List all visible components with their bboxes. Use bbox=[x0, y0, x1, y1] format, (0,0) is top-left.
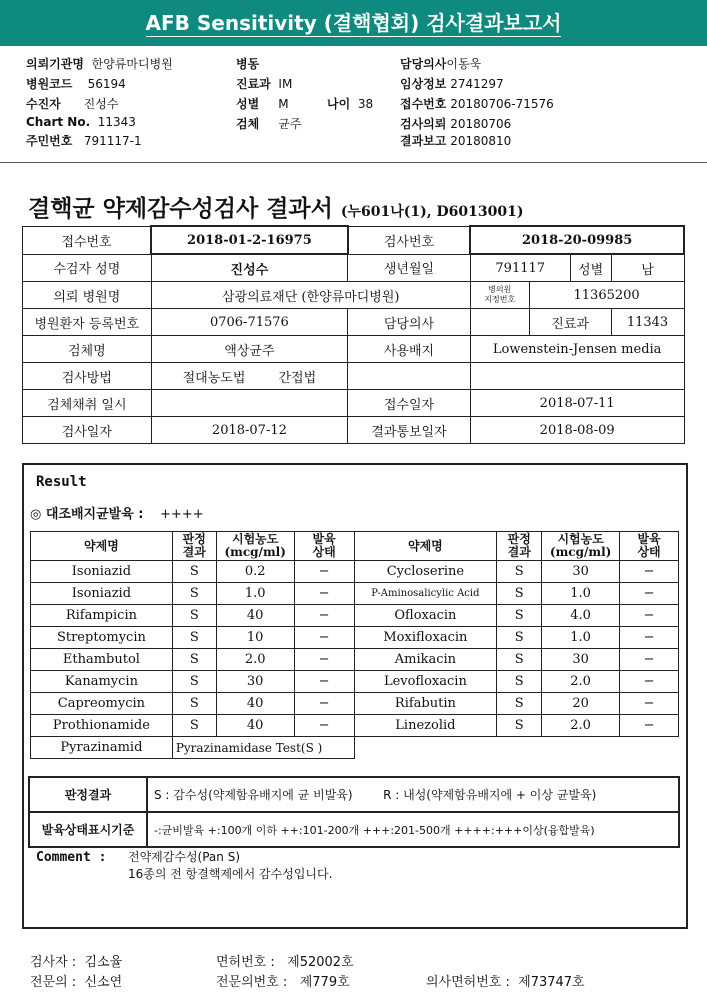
table-cell: − bbox=[620, 649, 679, 671]
table-row bbox=[31, 627, 679, 649]
table-cell: Prothionamide bbox=[31, 715, 173, 737]
control-culture: ◎ 대조배지균발육 : ++++ bbox=[30, 507, 204, 522]
judge-legend: S : 감수성(약제함유배지에 균 비발육) R : 내성(약제함유배지에 + 이상 균발육) bbox=[147, 777, 679, 812]
request-field: 검사의뢰 20180706 bbox=[400, 117, 512, 131]
table-cell: P-Aminosalicylic Acid bbox=[354, 583, 497, 605]
table-cell: 40 bbox=[216, 693, 294, 715]
result-sheet-title: 결핵균 약제감수성검사 결과서 (누601나(1), D6013001) bbox=[28, 195, 524, 222]
notify-label: 결과통보일자 bbox=[348, 417, 471, 444]
client-field: 의뢰기관명 한양류마디병원 bbox=[26, 57, 173, 71]
table-cell: − bbox=[294, 671, 354, 693]
table-cell: S bbox=[497, 561, 542, 583]
table-cell: Ethambutol bbox=[31, 649, 173, 671]
table-row bbox=[31, 715, 679, 737]
table-cell: S bbox=[172, 693, 216, 715]
receipt-field: 접수번호 20180706-71576 bbox=[400, 97, 554, 111]
table-cell: 1.0 bbox=[542, 583, 620, 605]
header-drug: 약제명 bbox=[31, 532, 173, 561]
patient-info-table bbox=[22, 225, 685, 444]
received-label: 접수일자 bbox=[348, 390, 471, 417]
table-cell: S bbox=[172, 561, 216, 583]
table-cell: 30 bbox=[542, 561, 620, 583]
table-cell: − bbox=[620, 693, 679, 715]
table-cell: 10 bbox=[216, 627, 294, 649]
specimen-label: 검체명 bbox=[23, 336, 152, 363]
patient-name: 진성수 bbox=[151, 254, 348, 282]
report-title-bar bbox=[0, 0, 707, 46]
judge-legend-label: 판정결과 bbox=[29, 777, 147, 812]
specialist: 전문의 : 신소연 bbox=[30, 975, 123, 990]
test-date: 2018-07-12 bbox=[151, 417, 348, 444]
dob: 791117 bbox=[470, 254, 570, 282]
table-cell: Isoniazid bbox=[31, 583, 173, 605]
doctor-label: 담당의사 bbox=[348, 309, 471, 336]
method-empty-2 bbox=[470, 363, 684, 390]
header-conc-right: 시험농도 (mcg/ml) bbox=[542, 532, 620, 561]
hospital-code-field: 병원코드 56194 bbox=[26, 77, 126, 91]
table-cell: S bbox=[172, 715, 216, 737]
growth-legend: -:균비발육 +:100개 이하 ++:101-200개 +++:201-500개 ++++:+++이상(융합발육) bbox=[147, 812, 679, 847]
table-cell: − bbox=[620, 605, 679, 627]
table-cell: Rifampicin bbox=[31, 605, 173, 627]
table-cell: − bbox=[620, 627, 679, 649]
comment-label: Comment : bbox=[36, 850, 107, 865]
drug-table bbox=[30, 531, 679, 759]
age-field: 나이 38 bbox=[327, 97, 374, 111]
test-date-label: 검사일자 bbox=[23, 417, 152, 444]
dept-label: 진료과 bbox=[529, 309, 611, 336]
notify: 2018-08-09 bbox=[470, 417, 684, 444]
header-judge: 판정 결과 bbox=[172, 532, 216, 561]
clinical-field: 임상정보 2741297 bbox=[400, 77, 504, 91]
receipt-no-label: 접수번호 bbox=[23, 226, 152, 254]
reg-no-label: 병원환자 등록번호 bbox=[23, 309, 152, 336]
test-no: 2018-20-09985 bbox=[470, 226, 684, 254]
sex-label: 성별 bbox=[570, 254, 611, 282]
table-cell: 40 bbox=[216, 715, 294, 737]
table-cell: − bbox=[294, 583, 354, 605]
method-label: 검사방법 bbox=[23, 363, 152, 390]
table-cell: Rifabutin bbox=[354, 693, 497, 715]
table-cell: S bbox=[497, 715, 542, 737]
table-cell: Pyrazinamid bbox=[31, 737, 173, 759]
table-cell: S bbox=[497, 693, 542, 715]
medium-label: 사용배지 bbox=[348, 336, 471, 363]
table-cell: − bbox=[294, 693, 354, 715]
doctor-license: 의사면허번호 : 제73747호 bbox=[426, 975, 585, 990]
table-cell: 30 bbox=[542, 649, 620, 671]
table-cell: − bbox=[294, 715, 354, 737]
table-cell: − bbox=[294, 605, 354, 627]
table-cell: S bbox=[172, 671, 216, 693]
table-row bbox=[31, 605, 679, 627]
table-row bbox=[31, 693, 679, 715]
hospital: 삼광의료재단 (한양류마디병원) bbox=[151, 282, 470, 309]
collect-label: 검체채취 일시 bbox=[23, 390, 152, 417]
result-label: Result bbox=[36, 474, 87, 490]
receipt-no: 2018-01-2-16975 bbox=[151, 226, 348, 254]
table-cell: Streptomycin bbox=[31, 627, 173, 649]
header-conc: 시험농도 (mcg/ml) bbox=[216, 532, 294, 561]
table-cell: 1.0 bbox=[542, 627, 620, 649]
doctor bbox=[470, 309, 529, 336]
report-code: (누601나(1), D6013001) bbox=[340, 204, 524, 220]
table-cell: 1.0 bbox=[216, 583, 294, 605]
table-cell: − bbox=[620, 583, 679, 605]
table-cell: − bbox=[620, 671, 679, 693]
table-cell: Capreomycin bbox=[31, 693, 173, 715]
header-divider bbox=[0, 162, 707, 163]
patient-field: 수진자 진성수 bbox=[26, 97, 119, 111]
table-cell: − bbox=[620, 715, 679, 737]
table-row bbox=[31, 671, 679, 693]
table-cell: S bbox=[172, 583, 216, 605]
table-row bbox=[31, 561, 679, 583]
drug-table-header bbox=[31, 532, 679, 561]
table-cell: 2.0 bbox=[542, 671, 620, 693]
test-no-label: 검사번호 bbox=[348, 226, 471, 254]
medium: Lowenstein-Jensen media bbox=[470, 336, 684, 363]
dept-field: 진료과 IM bbox=[236, 77, 293, 91]
growth-legend-label: 발육상태표시기준 bbox=[29, 812, 147, 847]
report-date-field: 결과보고 20180810 bbox=[400, 134, 512, 148]
table-cell: S bbox=[497, 627, 542, 649]
specimen: 액상균주 bbox=[151, 336, 348, 363]
table-cell: Isoniazid bbox=[31, 561, 173, 583]
table-cell: Kanamycin bbox=[31, 671, 173, 693]
method-empty bbox=[348, 363, 471, 390]
table-cell: Levofloxacin bbox=[354, 671, 497, 693]
specimen-field: 검체 균주 bbox=[236, 117, 302, 131]
header-growth: 발육 상태 bbox=[294, 532, 354, 561]
report-title: AFB Sensitivity (결핵협회) 검사결과보고서 bbox=[145, 11, 562, 35]
table-cell: 4.0 bbox=[542, 605, 620, 627]
table-cell: Cycloserine bbox=[354, 561, 497, 583]
doctor-field: 담당의사이동욱 bbox=[400, 57, 482, 71]
table-cell: 40 bbox=[216, 605, 294, 627]
hospital-label: 의뢰 병원명 bbox=[23, 282, 152, 309]
rrn-field: 주민번호 791117-1 bbox=[26, 134, 142, 148]
table-cell: S bbox=[497, 605, 542, 627]
table-row-pza bbox=[31, 737, 679, 759]
table-cell: Linezolid bbox=[354, 715, 497, 737]
table-row bbox=[31, 649, 679, 671]
table-cell: S bbox=[497, 671, 542, 693]
specialist-no: 전문의번호 : 제779호 bbox=[216, 975, 350, 990]
license: 면허번호 : 제52002호 bbox=[216, 955, 354, 970]
sex-field: 성별 M bbox=[236, 97, 289, 111]
dob-label: 생년월일 bbox=[348, 254, 471, 282]
table-cell: Pyrazinamidase Test(S ) bbox=[172, 737, 354, 759]
designated-no-label: 병의원 지정번호 bbox=[470, 282, 529, 309]
table-cell: 2.0 bbox=[216, 649, 294, 671]
table-cell: − bbox=[620, 561, 679, 583]
header-drug-right: 약제명 bbox=[354, 532, 497, 561]
legend-table bbox=[28, 776, 680, 848]
collect bbox=[151, 390, 348, 417]
table-cell: 30 bbox=[216, 671, 294, 693]
method: 절대농도법 간접법 bbox=[151, 363, 348, 390]
table-cell: 0.2 bbox=[216, 561, 294, 583]
table-cell: − bbox=[294, 561, 354, 583]
received: 2018-07-11 bbox=[470, 390, 684, 417]
table-cell: S bbox=[172, 627, 216, 649]
designated-no: 11365200 bbox=[529, 282, 684, 309]
table-cell: Amikacin bbox=[354, 649, 497, 671]
table-cell: Ofloxacin bbox=[354, 605, 497, 627]
table-cell: − bbox=[294, 627, 354, 649]
reg-no: 0706-71576 bbox=[151, 309, 348, 336]
table-cell: S bbox=[172, 649, 216, 671]
table-cell: 2.0 bbox=[542, 715, 620, 737]
table-cell: S bbox=[172, 605, 216, 627]
table-cell: S bbox=[497, 649, 542, 671]
dept: 11343 bbox=[611, 309, 684, 336]
patient-name-label: 수검자 성명 bbox=[23, 254, 152, 282]
header-judge-right: 판정 결과 bbox=[497, 532, 542, 561]
comment-text: 전약제감수성(Pan S) 16종의 전 항결핵제에서 감수성입니다. bbox=[128, 850, 333, 881]
ward-field: 병동 bbox=[236, 57, 260, 71]
table-cell: S bbox=[497, 583, 542, 605]
tester: 검사자 : 김소율 bbox=[30, 955, 123, 970]
table-cell: Moxifloxacin bbox=[354, 627, 497, 649]
header-growth-right: 발육 상태 bbox=[620, 532, 679, 561]
table-row bbox=[31, 583, 679, 605]
table-cell: − bbox=[294, 649, 354, 671]
chart-field: Chart No. 11343 bbox=[26, 115, 136, 129]
table-cell bbox=[354, 737, 679, 759]
table-cell: 20 bbox=[542, 693, 620, 715]
sex: 남 bbox=[611, 254, 684, 282]
